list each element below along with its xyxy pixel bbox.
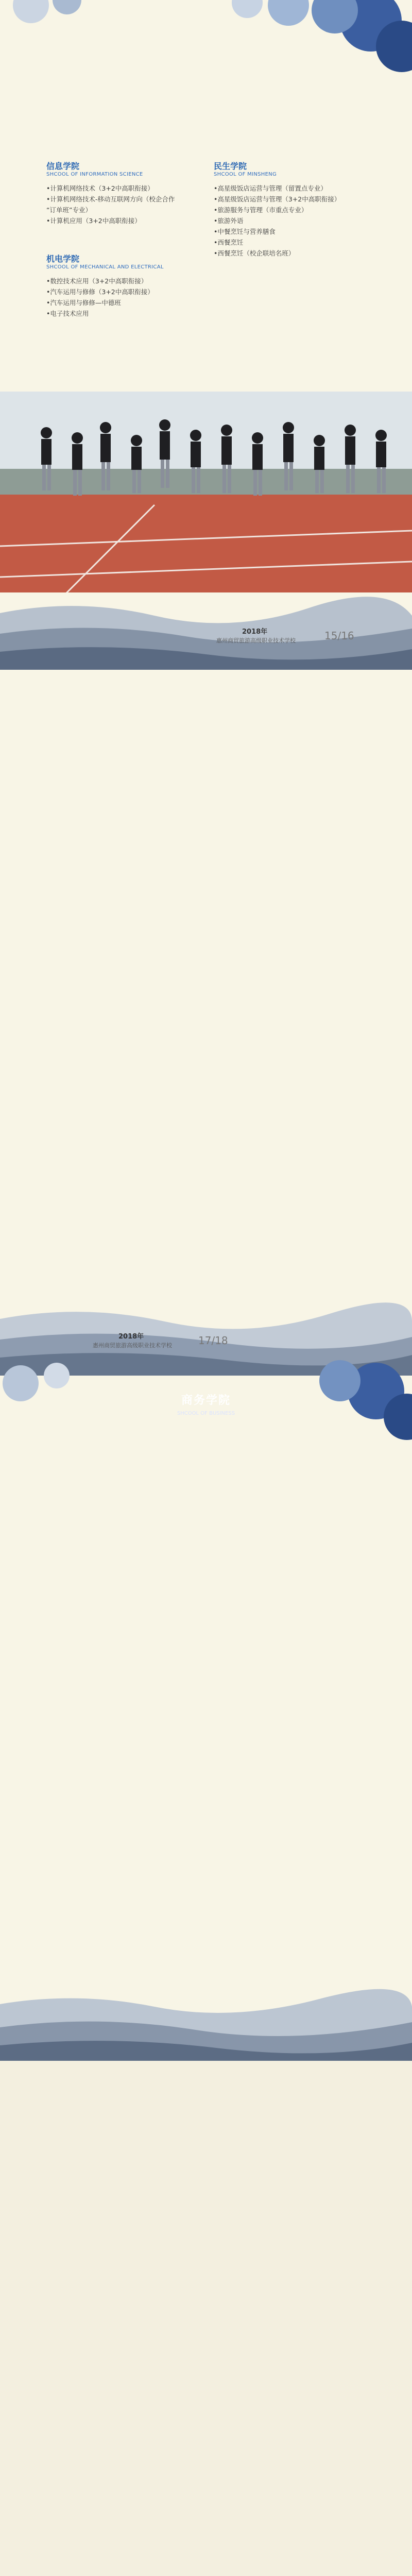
mech-school-subtitle: SHCOOL OF MECHANICAL AND ELECTRICAL [46,264,164,270]
business-school-title: 商务学院 [181,1394,231,1407]
page-15-16 [0,0,412,670]
minsheng-school-list [214,183,384,259]
info-school-title: 信息学院 [46,161,80,171]
footer-year: 2018年 [242,628,268,636]
footer-school: 惠州商贸旅游高级职业技术学校 [93,1342,172,1349]
list-item: •高星级饭店运营与管理（3+2中高职衔接） [214,195,341,203]
page-number: 15/16 [324,630,354,642]
ink-wash-decoration [0,1273,412,1376]
mech-school-list [46,276,206,319]
ink-wash-decoration [0,1984,412,2061]
list-item: •计算机应用（3+2中高职衔接） [46,217,141,225]
list-item: •西餐烹饪 [214,239,244,246]
list-item: •电子技术应用 [46,310,89,317]
list-item: •计算机网络技术-移动互联网方向（校企合作 [46,195,175,203]
mech-school-title: 机电学院 [46,254,80,264]
list-item: •计算机网络技术（3+2中高职衔接） [46,184,154,192]
list-item: •汽车运用与修修—中德班 [46,299,121,307]
footer-school: 惠州商贸旅游高级职业技术学校 [216,637,296,644]
page-number: 17/18 [198,1334,228,1347]
minsheng-school-title: 民生学院 [214,161,247,171]
list-item: •数控技术应用（3+2中高职衔接） [46,277,148,285]
list-item: •旅游服务与管理（市重点专业） [214,206,308,214]
page-19-20 [0,1376,412,2061]
footer-year: 2018年 [118,1333,144,1341]
page-17-18 [0,670,412,1416]
minsheng-school-subtitle: SHCOOL OF MINSHENG [214,172,277,177]
cloud-decoration-top [0,0,412,77]
list-item: •高星级饭店运营与管理（留置点专业） [214,184,327,192]
list-item: •汽车运用与修修（3+2中高职衔接） [46,288,154,296]
list-item: •旅游外语 [214,217,244,225]
info-school-list [46,183,206,226]
info-school-subtitle: SHCOOL OF INFORMATION SCIENCE [46,172,143,177]
cloud-decoration-top [0,1376,412,1443]
list-item: •西餐烹饪（校企联培名班） [214,249,295,257]
list-item: •中餐烹饪与营养膳食 [214,228,276,235]
business-school-subtitle: SHCOOL OF BUSINESS [177,1411,235,1416]
students-jumping-photo [0,392,412,598]
list-item: “订单班”专业） [46,206,92,214]
